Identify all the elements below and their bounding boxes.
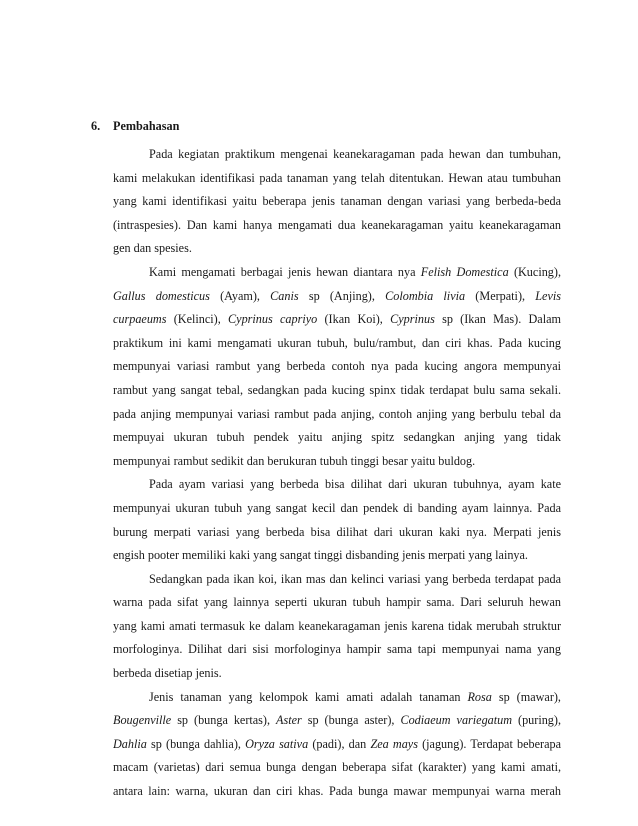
text-segment: Kami mengamati berbagai jenis hewan diantara nya <box>149 264 421 279</box>
section-number: 6. <box>91 119 101 133</box>
text-segment: Jenis tanaman yang kelompok kami amati adalah tanaman <box>149 689 468 704</box>
text-line: berbeda disetiap jenis. <box>113 666 222 681</box>
text-segment: sp (mawar), <box>491 689 561 704</box>
text-line: Pada ayam variasi yang berbeda bisa dilihat dari ukuran tubuhnya, ayam kate <box>149 477 561 492</box>
text-line: yang kami identifikasi yaitu beberapa jenis tanaman dengan variasi yang berbeda-beda <box>113 194 561 209</box>
text-line: mempunyai rambut sedikit dan berukuran tubuh tinggi besar yaitu buldog. <box>113 453 476 468</box>
text-line: Sedangkan pada ikan koi, ikan mas dan kelinci variasi yang berbeda terdapat pada <box>149 571 561 586</box>
section-title: Pembahasan <box>113 119 180 133</box>
text-line: kami melakukan identifikasi pada tanaman yang telah ditentukan. Hewan atau tumbuhan <box>113 170 561 185</box>
text-segment: sp (bunga dahlia), <box>146 736 246 751</box>
text-line <box>113 285 561 309</box>
text-segment: (Kucing), <box>508 264 561 279</box>
body-text <box>113 143 561 804</box>
text-segment: sp (bunga kertas), <box>171 713 277 728</box>
text-segment: (jagung). Terdapat beberapa <box>417 736 561 751</box>
text-line <box>113 308 561 332</box>
text-line: praktikum ini kami mengamati ukuran tubuh, bulu/rambut, dan ciri khas. Pada kucing <box>113 335 561 350</box>
text-line: mempuyai ukuran tubuh pendek yaitu anjing spitz sedangkan anjing yang tidak <box>113 430 561 445</box>
text-segment: sp (Anjing), <box>298 288 386 303</box>
italic-term: Gallus domesticus <box>113 288 210 303</box>
text-line: warna pada sifat yang lainnya seperti ukuran tubuh hampir sama. Dari seluruh hewan <box>113 595 561 610</box>
text-segment: sp (bunga aster), <box>301 713 401 728</box>
italic-term: Levis <box>535 288 561 303</box>
italic-term: Cyprinus <box>390 312 435 327</box>
text-line <box>113 686 561 710</box>
text-line: macam (varietas) dari semua bunga dengan beberapa sifat (karakter) yang kami amati, <box>113 760 561 775</box>
section-heading <box>91 118 179 134</box>
italic-term: Zea mays <box>370 736 418 751</box>
italic-term: Codiaeum variegatum <box>400 713 513 728</box>
text-segment: (puring), <box>512 713 561 728</box>
italic-term: Oryza sativa <box>245 736 309 751</box>
text-line <box>113 261 561 285</box>
italic-term: Rosa <box>467 689 492 704</box>
text-segment: (padi), dan <box>308 736 371 751</box>
italic-term: Bougenville <box>113 713 172 728</box>
italic-term: Dahlia <box>113 736 147 751</box>
text-line: yang kami amati termasuk ke dalam keanekaragaman jenis karena tidak merubah struktur <box>113 618 561 633</box>
italic-term: curpaeums <box>113 312 167 327</box>
text-line: Pada kegiatan praktikum mengenai keanekaragaman pada hewan dan tumbuhan, <box>149 147 561 161</box>
text-line: pada anjing mempunyai variasi rambut pada anjing, contoh anjing yang berbulu tebal da <box>113 406 561 421</box>
text-segment: (Ayam), <box>209 288 271 303</box>
text-line: morfologinya. Dilihat dari sisi morfologinya hampir sama tapi mempunyai nama yang <box>113 642 561 657</box>
italic-term: Canis <box>270 288 299 303</box>
text-line <box>113 733 561 757</box>
text-segment: (Merpati), <box>465 288 536 303</box>
italic-term: Felish Domestica <box>420 264 509 279</box>
text-line: rambut yang sangat tebal, sedangkan pada kucing spinx tidak terdapat bulu sama sekali. <box>113 382 561 397</box>
italic-term: Aster <box>276 713 302 728</box>
italic-term: Cyprinus capriyo <box>228 312 318 327</box>
text-line: (intraspesies). Dan kami hanya mengamati dua keanekaragaman yaitu keanekaragaman <box>113 217 561 232</box>
text-line <box>113 709 561 733</box>
text-segment: (Kelinci), <box>166 312 229 327</box>
text-line: antara lain: warna, ukuran dan ciri khas. Pada bunga mawar mempunyai warna merah <box>113 784 561 799</box>
text-line: engish pooter memiliki kaki yang sangat tinggi disbanding jenis merpati yang lainya. <box>113 548 528 563</box>
italic-term: Colombia livia <box>385 288 466 303</box>
text-line: gen dan spesies. <box>113 241 192 256</box>
text-line: mempunyai variasi rambut yang berbeda contoh nya pada kucing angora mempunyai <box>113 359 561 374</box>
text-line: burung merpati variasi yang berbeda bisa dilihat dari ukuran kaki nya. Merpati jenis <box>113 524 561 539</box>
text-segment: sp (Ikan Mas). Dalam <box>434 312 561 327</box>
text-segment: (Ikan Koi), <box>317 312 391 327</box>
text-line: mempunyai ukuran tubuh yang sangat kecil dan pendek di banding ayam lainnya. Pada <box>113 500 561 515</box>
